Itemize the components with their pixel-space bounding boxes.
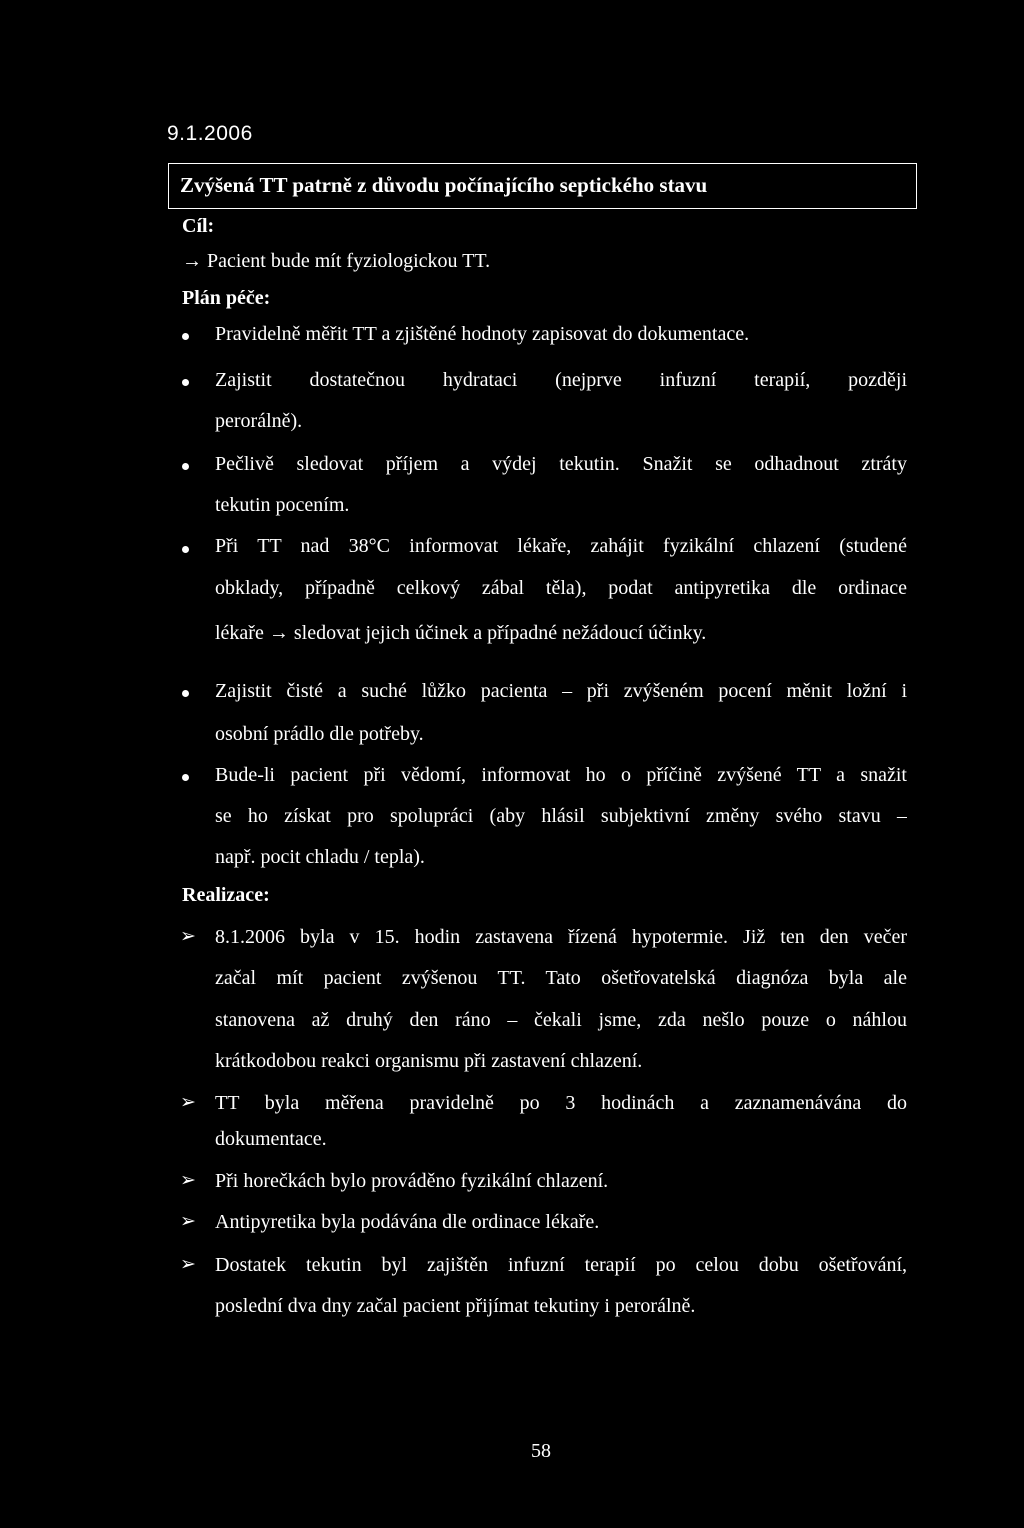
care-plan-line: Zajistit dostatečnou hydrataci (nejprve infuzní terapií, později: [215, 369, 907, 391]
bullet-icon: [182, 690, 189, 697]
arrowhead-bullet-icon: ➢: [180, 925, 196, 947]
bullet-icon: [182, 546, 189, 553]
care-plan-line: tekutin pocením.: [215, 494, 350, 516]
realization-line: krátkodobou reakci organismu při zastavení chlazení.: [215, 1050, 643, 1072]
care-plan-line: Zajistit čisté a suché lůžko pacienta – při zvýšeném pocení měnit ložní i: [215, 680, 907, 702]
realization-heading: Realizace:: [182, 884, 270, 906]
record-date: 9.1.2006: [167, 122, 253, 145]
care-plan-line: perorálně).: [215, 410, 303, 432]
bullet-icon: [182, 463, 189, 470]
arrowhead-bullet-icon: ➢: [180, 1091, 196, 1113]
realization-line: Při horečkách bylo prováděno fyzikální chlazení.: [215, 1170, 609, 1192]
care-plan-line: obklady, případně celkový zábal těla), podat antipyretika dle ordinace: [215, 577, 907, 599]
realization-line: začal mít pacient zvýšenou TT. Tato ošetřovatelská diagnóza byla ale: [215, 967, 907, 989]
care-plan-line: Pravidelně měřit TT a zjištěné hodnoty zapisovat do dokumentace.: [215, 323, 750, 345]
arrowhead-bullet-icon: ➢: [180, 1210, 196, 1232]
diagnosis-box: [168, 163, 917, 209]
realization-line: TT byla měřena pravidelně po 3 hodinách a zaznamenávána do: [215, 1092, 907, 1114]
realization-line: 8.1.2006 byla v 15. hodin zastavena řízená hypotermie. Již ten den večer: [215, 926, 907, 948]
goal-text: → Pacient bude mít fyziologickou TT.: [182, 250, 491, 272]
care-plan-line: lékaře → sledovat jejich účinek a případné nežádoucí účinky.: [215, 622, 707, 644]
arrowhead-bullet-icon: ➢: [180, 1253, 196, 1275]
realization-line: stanovena až druhý den ráno – čekali jsme, zda nešlo pouze o náhlou: [215, 1009, 907, 1031]
care-plan-line: Bude-li pacient při vědomí, informovat ho o příčině zvýšené TT a snažit: [215, 764, 907, 786]
bullet-icon: [182, 333, 189, 340]
page-number: 58: [531, 1440, 551, 1462]
care-plan-line: např. pocit chladu / tepla).: [215, 846, 425, 868]
realization-line: dokumentace.: [215, 1128, 327, 1150]
bullet-icon: [182, 379, 189, 386]
care-plan-line: Při TT nad 38°C informovat lékaře, zahájit fyzikální chlazení (studené: [215, 535, 907, 557]
realization-line: Dostatek tekutin byl zajištěn infuzní terapií po celou dobu ošetřování,: [215, 1254, 907, 1276]
bullet-icon: [182, 774, 189, 781]
realization-line: poslední dva dny začal pacient přijímat tekutiny i perorálně.: [215, 1295, 696, 1317]
arrowhead-bullet-icon: ➢: [180, 1169, 196, 1191]
goal-heading: Cíl:: [182, 215, 215, 237]
care-plan-line: osobní prádlo dle potřeby.: [215, 723, 424, 745]
care-plan-heading: Plán péče:: [182, 287, 271, 309]
care-plan-line: se ho získat pro spolupráci (aby hlásil subjektivní změny svého stavu –: [215, 805, 907, 827]
realization-line: Antipyretika byla podávána dle ordinace lékaře.: [215, 1211, 600, 1233]
diagnosis-title: Zvýšená TT patrně z důvodu počínajícího septického stavu: [180, 173, 708, 197]
care-plan-line: Pečlivě sledovat příjem a výdej tekutin. Snažit se odhadnout ztráty: [215, 453, 907, 475]
